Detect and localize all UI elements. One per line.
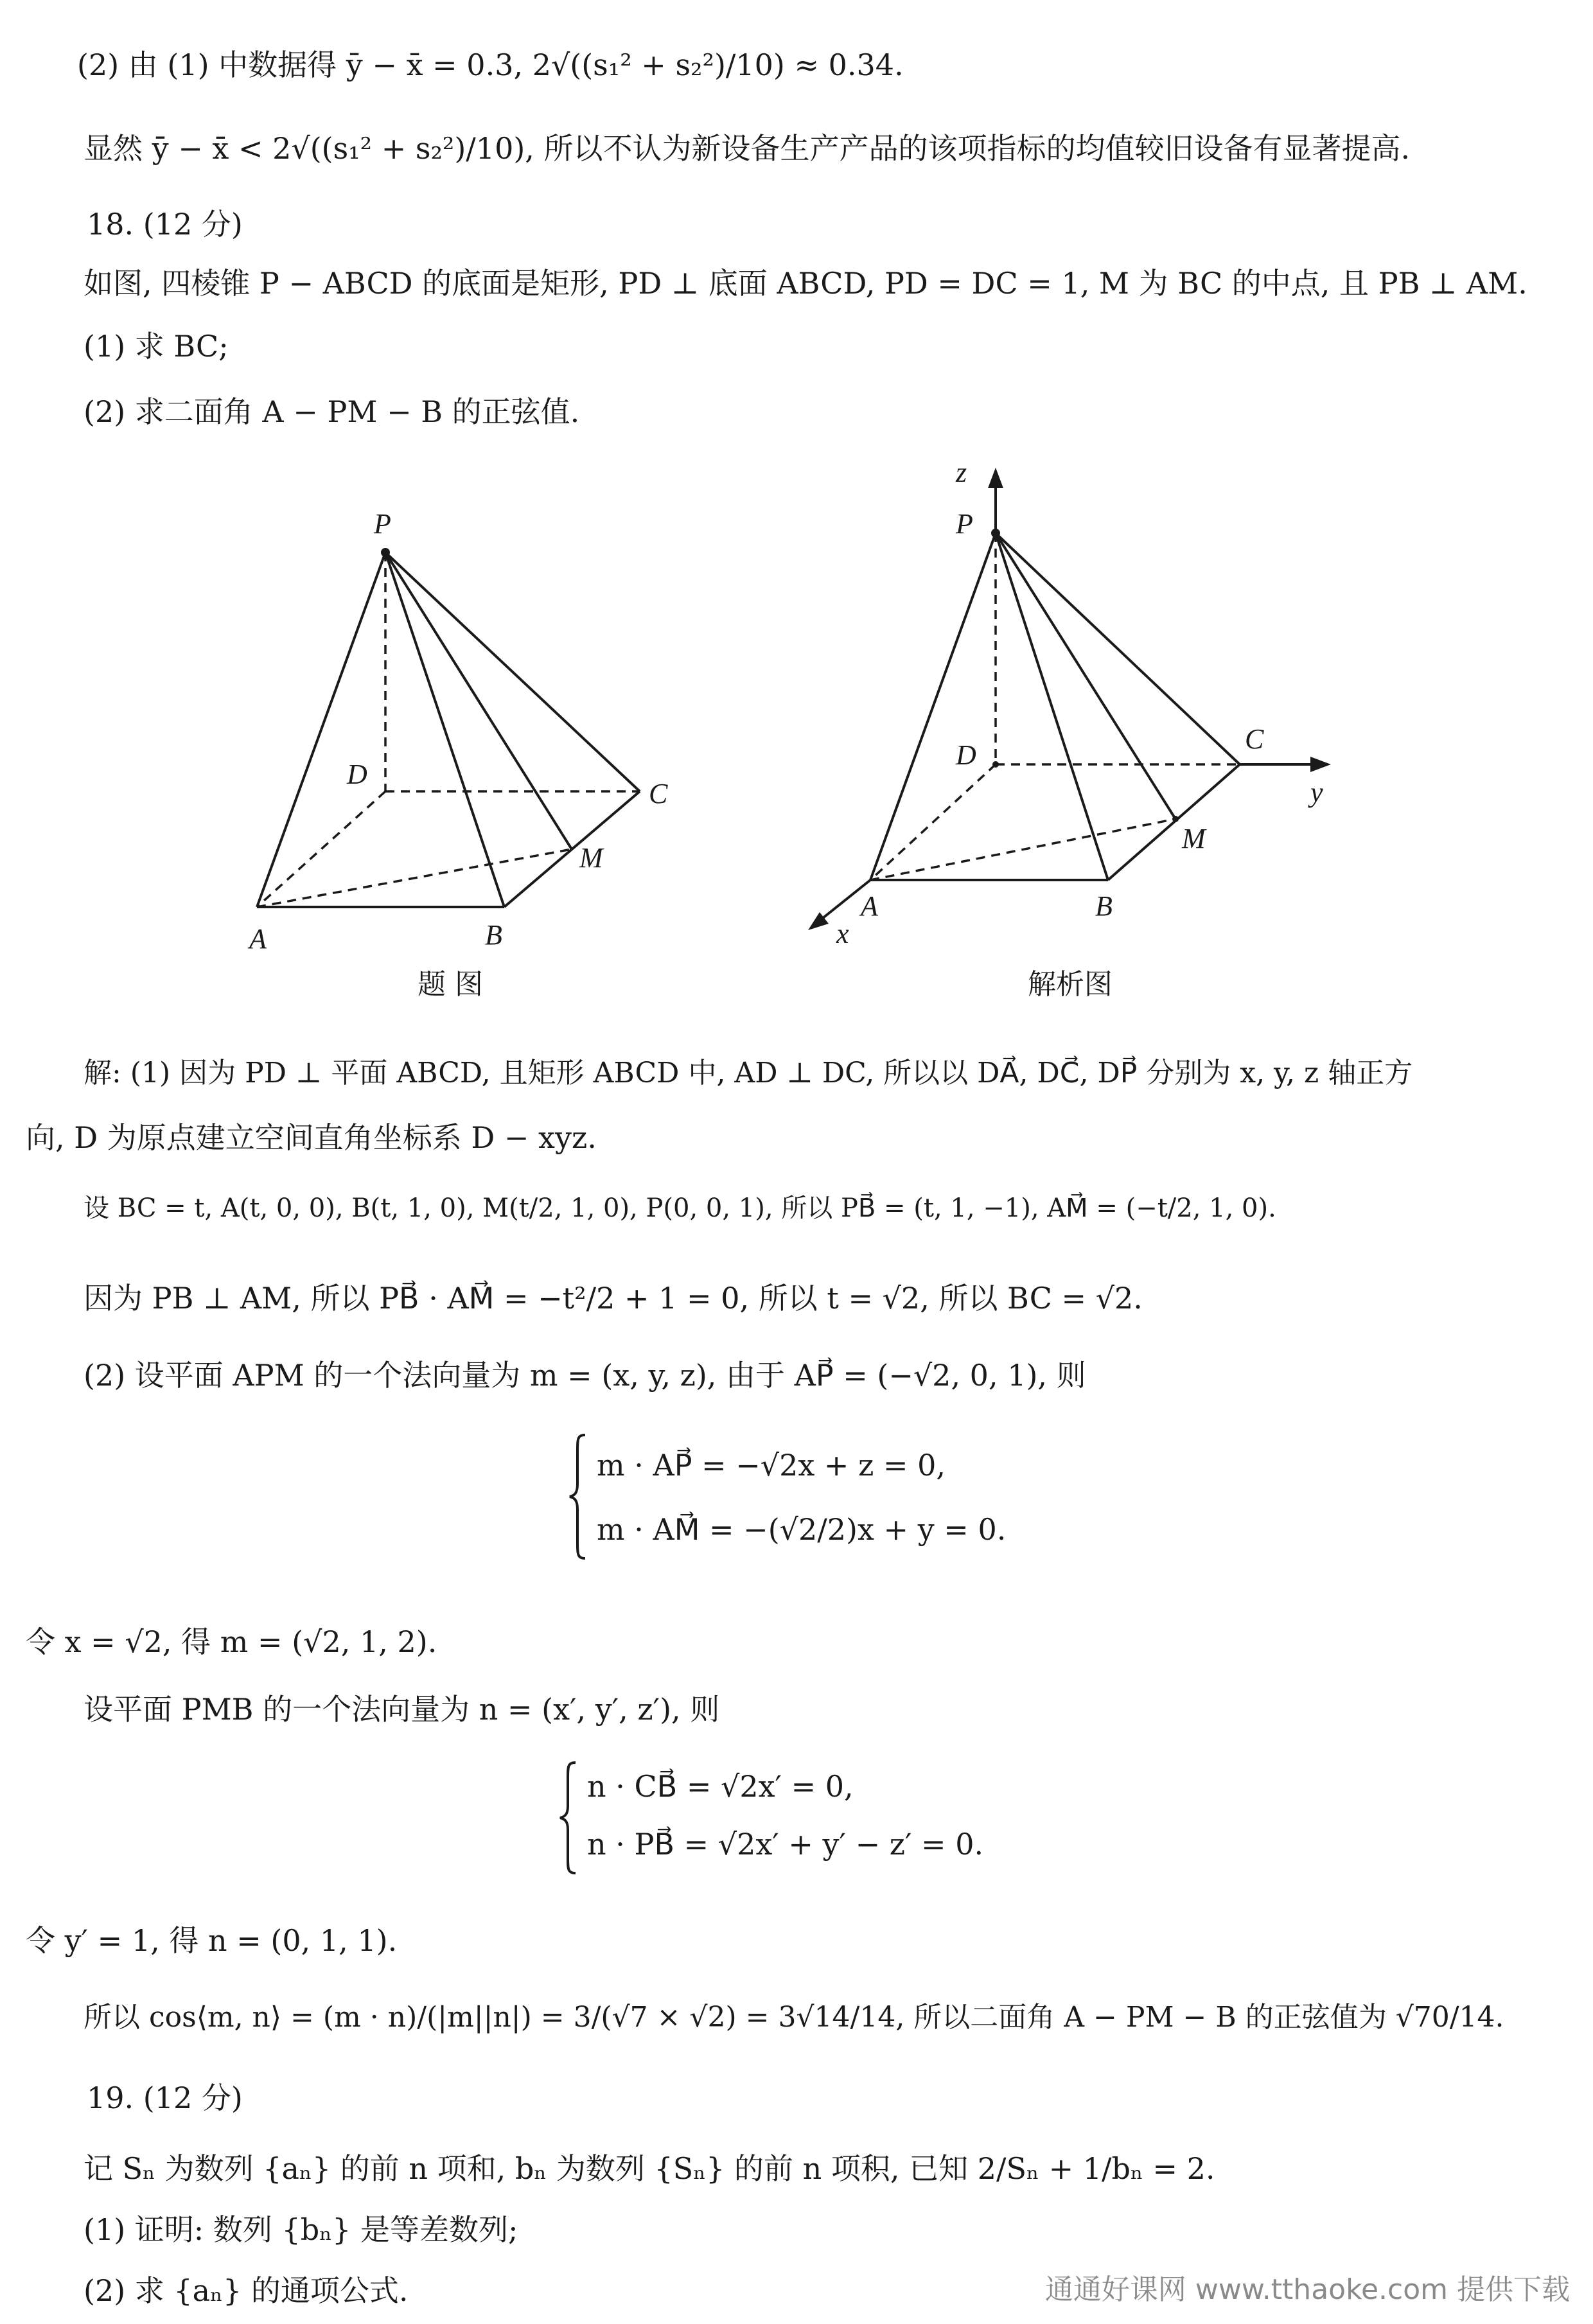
solution-part-1-line-4: 因为 PB ⊥ AM, 所以 PB⃗ · AM⃗ = −t²/2 + 1 = 0, 所以 t = √2, 所以 BC = √2. [84,1281,1143,1316]
axis-label-z: z [956,462,967,488]
question-19-part-1: (1) 证明: 数列 {bₙ} 是等差数列; [84,2212,518,2247]
system-2-equation-2: n · PB⃗ = √2x′ + y′ − z′ = 0. [587,1827,984,1862]
label-P-analysis: P [956,508,973,540]
solution-part-2-line-5: 所以 cos⟨m, n⟩ = (m · n)/(|m||n|) = 3/(√7 × √2) = 3√14/14, 所以二面角 A − PM − B 的正弦值为 √70/14. [84,2001,1504,2034]
figure-analysis [796,462,1375,953]
pyramid-diagram-analysis [796,462,1375,951]
solution-part-2-line-1: (2) 设平面 APM 的一个法向量为 m = (x, y, z), 由于 AP⃗ = (−√2, 0, 1), 则 [84,1358,1086,1393]
label-A-analysis: A [861,890,878,922]
solution-part-1-line-2: 向, D 为原点建立空间直角坐标系 D − xyz. [26,1120,597,1155]
figure-question [212,488,790,960]
question-18-part-1: (1) 求 BC; [84,329,229,364]
text-line-2: 显然 ȳ − x̄ < 2√((s₁² + s₂²)/10), 所以不认为新设备生产产品的该项指标的均值较旧设备有显著提高. [84,131,1411,166]
axis-label-x: x [836,918,849,949]
label-M-analysis: M [1182,823,1206,854]
label-D: D [347,759,367,790]
label-C: C [649,778,668,809]
solution-part-2-line-4: 令 y′ = 1, 得 n = (0, 1, 1). [26,1923,398,1958]
solution-part-2-line-2: 令 x = √2, 得 m = (√2, 1, 2). [26,1624,437,1659]
label-B: B [485,919,502,951]
solution-part-2-line-3: 设平面 PMB 的一个法向量为 n = (x′, y′, z′), 则 [84,1692,720,1727]
system-2-equation-1: n · CB⃗ = √2x′ = 0, [587,1769,854,1804]
text-line-1: (2) 由 (1) 中数据得 ȳ − x̄ = 0.3, 2√((s₁² + s₂²)/10) ≈ 0.34. [77,48,904,82]
question-18-part-2: (2) 求二面角 A − PM − B 的正弦值. [84,394,580,429]
brace-symbol [568,1432,588,1561]
brace-symbol [559,1760,578,1876]
label-P: P [374,508,391,540]
label-C-analysis: C [1245,723,1264,755]
question-18-statement: 如图, 四棱锥 P − ABCD 的底面是矩形, PD ⊥ 底面 ABCD, PD = DC = 1, M 为 BC 的中点, 且 PB ⊥ AM. [84,266,1527,301]
label-A: A [249,923,267,955]
question-18-header: 18. (12 分) [87,207,243,242]
system-1-equation-1: m · AP⃗ = −√2x + z = 0, [597,1448,946,1483]
question-19-header: 19. (12 分) [87,2081,243,2115]
equation-system-1 [568,1432,1147,1561]
question-19-part-2: (2) 求 {aₙ} 的通项公式. [84,2273,409,2308]
figure-question-caption: 题 图 [418,968,483,1001]
label-B-analysis: B [1095,890,1113,922]
axis-label-y: y [1310,777,1323,808]
equation-system-2 [559,1760,1137,1876]
label-M: M [579,842,603,874]
pyramid-diagram-question [212,488,790,957]
solution-part-1-line-3: 设 BC = t, A(t, 0, 0), B(t, 1, 0), M(t/2, 1, 0), P(0, 0, 1), 所以 PB⃗ = (t, 1, −1), AM⃗ = (−t/2, 1, 0). [84,1193,1276,1223]
watermark-text: 通通好课网 www.tthaoke.com 提供下载 [1044,2273,1570,2306]
label-D-analysis: D [956,739,976,771]
solution-part-1-line-1: 解: (1) 因为 PD ⊥ 平面 ABCD, 且矩形 ABCD 中, AD ⊥ DC, 所以以 DA⃗, DC⃗, DP⃗ 分别为 x, y, z 轴正方 [84,1057,1413,1089]
system-1-equation-2: m · AM⃗ = −(√2/2)x + y = 0. [597,1512,1007,1547]
question-19-statement: 记 Sₙ 为数列 {aₙ} 的前 n 项和, bₙ 为数列 {Sₙ} 的前 n 项积, 已知 2/Sₙ + 1/bₙ = 2. [84,2151,1215,2186]
figure-analysis-caption: 解析图 [1028,968,1113,1001]
